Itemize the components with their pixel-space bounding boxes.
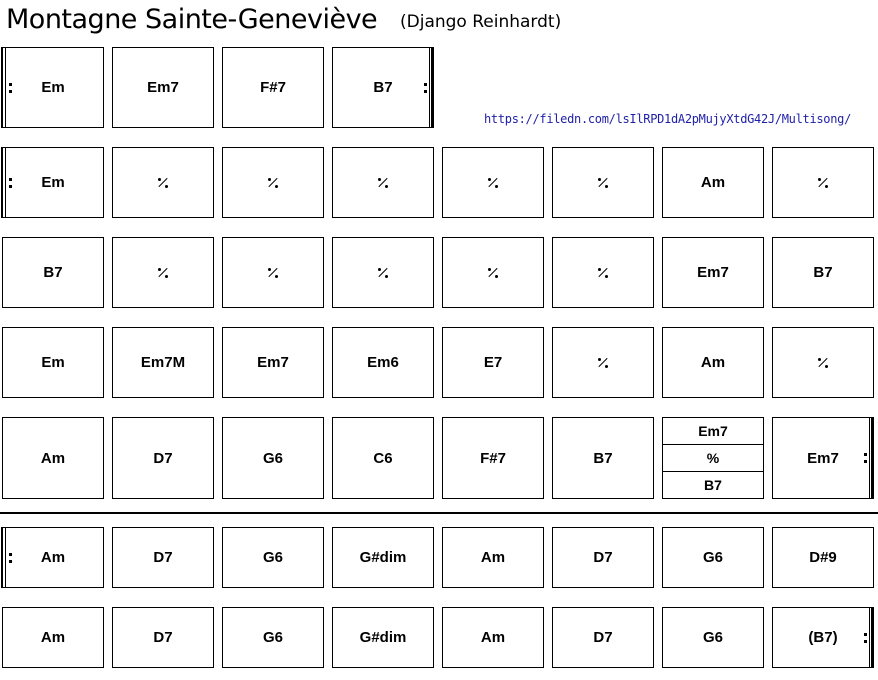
chord-label: Am [700, 354, 726, 371]
chord-label: Am [40, 449, 66, 467]
repeat-dot [605, 365, 608, 368]
section-divider [0, 512, 878, 514]
chord-cell [332, 607, 434, 668]
repeat-end-thin-bar [869, 607, 870, 668]
repeat-bar-icon [818, 178, 828, 188]
chord-label: G6 [702, 629, 723, 646]
repeat-dot [268, 178, 271, 181]
chord-label: Em7 [807, 449, 839, 467]
repeat-start-dots [9, 178, 12, 188]
repeat-end-dots [864, 633, 867, 643]
chord-cell [332, 327, 434, 398]
repeat-end-thick-bar [871, 417, 873, 499]
chord-label: G#dim [359, 629, 407, 646]
chord-cell [772, 527, 874, 588]
chord-cell [222, 237, 324, 308]
repeat-dot [385, 185, 388, 188]
chord-subcell: % [663, 445, 763, 472]
chord-label: Am [700, 174, 726, 191]
repeat-dot [825, 365, 828, 368]
chord-label: Em7M [140, 354, 186, 371]
chord-label: Em [41, 174, 65, 191]
repeat-dot [825, 185, 828, 188]
source-link[interactable]: https://filedn.com/lsIlRPD1dA2pMujyXtdG42J/Multisong/ [484, 112, 852, 126]
chord-label: B7 [593, 449, 613, 467]
chord-label: F#7 [260, 79, 286, 96]
chord-cell [222, 417, 324, 499]
song-title: Montagne Sainte-Geneviève [6, 4, 378, 35]
chord-cell [772, 147, 874, 218]
chord-label: Am [480, 629, 506, 646]
chord-label: D7 [153, 629, 173, 646]
repeat-dot [605, 275, 608, 278]
chord-label: B7 [813, 264, 833, 281]
chord-cell [442, 527, 544, 588]
chord-cell [2, 47, 104, 128]
chord-label: Am [40, 629, 66, 646]
chord-subcell: Em7 [663, 418, 763, 445]
chord-cell [442, 147, 544, 218]
chord-cell [332, 237, 434, 308]
repeat-dot [165, 185, 168, 188]
chord-label: Am [40, 549, 66, 566]
chord-cell [442, 607, 544, 668]
chord-cell [662, 527, 764, 588]
repeat-dot [818, 358, 821, 361]
chord-label: Am [480, 549, 506, 566]
chord-cell [552, 417, 654, 499]
repeat-dot [495, 185, 498, 188]
chord-cell [332, 527, 434, 588]
repeat-bar-icon [378, 178, 388, 188]
chord-cell [772, 327, 874, 398]
chord-cell [222, 527, 324, 588]
repeat-end-thick-bar [871, 607, 873, 668]
repeat-dot [268, 268, 271, 271]
repeat-bar-icon [158, 268, 168, 278]
repeat-dot [158, 178, 161, 181]
repeat-start-thin-bar [5, 147, 6, 218]
chord-cell [662, 237, 764, 308]
repeat-dot [598, 358, 601, 361]
repeat-bar-icon [158, 178, 168, 188]
chord-label: Em7 [257, 354, 289, 371]
repeat-dot [495, 275, 498, 278]
repeat-start-thin-bar [5, 47, 6, 128]
repeat-bar-icon [378, 268, 388, 278]
chord-cell [2, 147, 104, 218]
chord-cell [112, 237, 214, 308]
repeat-bar-icon [598, 358, 608, 368]
chord-cell [662, 607, 764, 668]
repeat-bar-icon [598, 268, 608, 278]
chord-label: G6 [702, 549, 723, 566]
chord-cell [552, 527, 654, 588]
chord-cell [662, 417, 764, 499]
chord-cell [2, 607, 104, 668]
repeat-bar-icon [488, 268, 498, 278]
repeat-bar-icon [598, 178, 608, 188]
chord-label: E7 [483, 354, 503, 371]
repeat-end-thick-bar [431, 47, 433, 128]
chord-cell [2, 527, 104, 588]
chord-cell [772, 237, 874, 308]
chord-label: Em7 [697, 264, 729, 281]
chord-cell [112, 47, 214, 128]
chord-cell [552, 237, 654, 308]
chord-cell [2, 327, 104, 398]
chord-label: D7 [593, 549, 613, 566]
chord-label: Em6 [367, 354, 399, 371]
chord-label: (B7) [808, 629, 838, 646]
chord-cell [442, 237, 544, 308]
chord-cell [442, 417, 544, 499]
chord-cell [112, 327, 214, 398]
chord-label: F#7 [480, 449, 506, 467]
chord-cell [662, 147, 764, 218]
chord-cell [772, 417, 874, 499]
repeat-start-thick-bar [1, 147, 3, 218]
repeat-start-thin-bar [5, 527, 6, 588]
chord-label: B7 [43, 264, 63, 281]
chord-cell [2, 417, 104, 499]
chord-label: D7 [153, 449, 173, 467]
chord-cell [552, 607, 654, 668]
repeat-dot [378, 268, 381, 271]
repeat-start-thick-bar [1, 527, 3, 588]
chord-cell [662, 327, 764, 398]
repeat-bar-icon [818, 358, 828, 368]
chord-label: G6 [262, 629, 283, 646]
chord-label: G#dim [359, 549, 407, 566]
chord-cell [442, 327, 544, 398]
song-composer: (Django Reinhardt) [400, 12, 562, 32]
repeat-dot [378, 178, 381, 181]
chord-label: G6 [262, 449, 283, 467]
chord-label: G6 [262, 549, 283, 566]
chord-label: Em [41, 79, 65, 96]
repeat-bar-icon [488, 178, 498, 188]
repeat-end-dots [864, 453, 867, 463]
chord-label: Em [41, 354, 65, 371]
chord-cell [222, 327, 324, 398]
chord-cell [222, 147, 324, 218]
repeat-dot [605, 185, 608, 188]
chord-label: B7 [373, 79, 393, 96]
chord-label: D7 [593, 629, 613, 646]
repeat-bar-icon [268, 268, 278, 278]
chord-cell [772, 607, 874, 668]
repeat-dot [488, 268, 491, 271]
chord-cell [332, 417, 434, 499]
chord-label: Em7 [147, 79, 179, 96]
repeat-dot [818, 178, 821, 181]
chord-cell [2, 237, 104, 308]
chord-cell [552, 147, 654, 218]
repeat-end-thin-bar [869, 417, 870, 499]
repeat-dot [385, 275, 388, 278]
repeat-start-dots [9, 83, 12, 93]
repeat-bar-icon [268, 178, 278, 188]
chord-label: C6 [373, 449, 393, 467]
repeat-dot [165, 275, 168, 278]
chord-cell [112, 417, 214, 499]
chord-cell [332, 147, 434, 218]
repeat-dot [275, 275, 278, 278]
chord-cell [332, 47, 434, 128]
chord-label: D#9 [809, 549, 837, 566]
repeat-dot [598, 178, 601, 181]
repeat-dot [598, 268, 601, 271]
chord-cell [112, 527, 214, 588]
repeat-end-dots [424, 83, 427, 93]
chord-cell [112, 607, 214, 668]
repeat-end-thin-bar [429, 47, 430, 128]
repeat-dot [275, 185, 278, 188]
chord-label: D7 [153, 549, 173, 566]
repeat-start-dots [9, 553, 12, 563]
chord-cell [552, 327, 654, 398]
repeat-dot [488, 178, 491, 181]
chord-subcell: B7 [704, 477, 722, 493]
chord-cell [222, 607, 324, 668]
repeat-dot [158, 268, 161, 271]
repeat-start-thick-bar [1, 47, 3, 128]
chord-cell [112, 147, 214, 218]
chord-cell [222, 47, 324, 128]
